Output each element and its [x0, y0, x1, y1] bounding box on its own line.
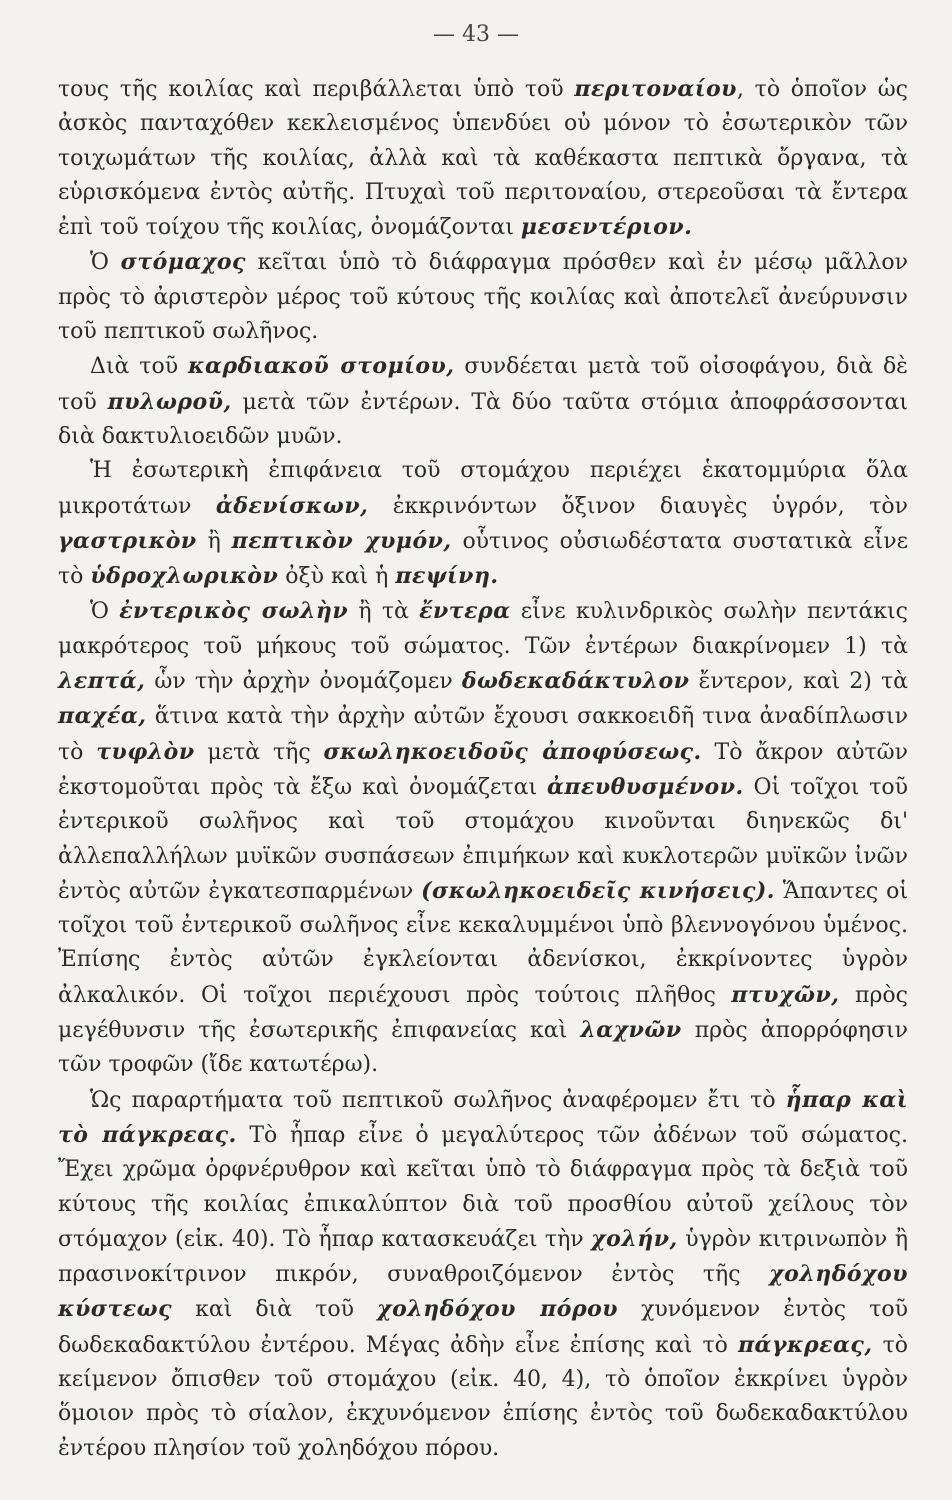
text-run: ὑγρὸν κιτρινωπὸν ἢ πρασινοκίτρινον πικρόν, συναθροιζόμενον ἐντὸς τῆς — [58, 1226, 908, 1288]
emphasized-term: στόμαχος — [120, 249, 246, 276]
emphasized-term: ἀπευθυσμένον. — [546, 773, 744, 800]
emphasized-term: χολήν, — [591, 1225, 678, 1252]
emphasized-term: σκωληκοειδοῦς ἀποφύσεως. — [323, 738, 702, 765]
emphasized-term: παχέα, — [58, 703, 147, 730]
text-run: Ὁ — [90, 599, 120, 625]
emphasized-term: πεπτικὸν χυμόν, — [231, 527, 452, 554]
text-run: Οἱ τοῖχοι τοῦ ἐντερικοῦ σωλῆνος καὶ τοῦ στομάχου κινοῦνται διηνεκῶς δι' ἀλλεπαλλήλων μυϊκῶν συσπάσεων ἐπιμήκων καὶ κυκλοτερῶν μυϊκῶν ἰνῶν ἐντὸς αὐτῶν ἐγκατεσπαρμένων — [58, 774, 908, 904]
emphasized-term: ἧπαρ καὶ τὸ πάγκρεας. — [58, 1086, 908, 1148]
text-run: κεῖται ὑπὸ τὸ διάφραγμα πρόσθεν καὶ ἐν μέσῳ μᾶλλον πρὸς τὸ ἀριστερὸν μέρος τοῦ κύτους τῆς κοιλίας καὶ ἀποτελεῖ ἀνεύρυνσιν τοῦ πεπτικοῦ σωλῆνος. — [58, 250, 908, 345]
emphasized-term: ἀδενίσκων, — [215, 492, 369, 519]
text-run: πρὸς ἀπορρόφησιν τῶν τροφῶν (ἴδε κατωτέρω). — [58, 1018, 908, 1078]
paragraph — [58, 245, 908, 349]
text-run: ἔντερον, καὶ 2) τὰ — [689, 669, 909, 695]
text-run: εἶνε κυλινδρικὸς σωλὴν πεντάκις μακρότερος τοῦ μήκους τοῦ σώματος. Τῶν ἐντέρων διακρίνομεν 1) τὰ — [58, 599, 908, 659]
text-run: καὶ διὰ τοῦ — [172, 1297, 378, 1323]
emphasized-term: περιτοναίου — [574, 76, 737, 102]
emphasized-term: ἐντερικὸς σωλὴν — [119, 598, 349, 625]
emphasized-term: πυλωροῦ, — [107, 388, 232, 415]
emphasized-term: τυφλὸν — [96, 738, 195, 765]
text-run: τους τῆς κοιλίας καὶ περιβάλλεται ὑπὸ τοῦ — [58, 77, 575, 102]
text-run: Ὁ — [90, 250, 121, 276]
text-run: ὀξὺ καὶ ἡ — [278, 564, 396, 590]
text-run: ἐκκρινόντων ὄξινον διαυγὲς ὑγρόν, τὸν — [368, 493, 909, 519]
paragraph — [58, 454, 908, 594]
text-run: Διὰ τοῦ — [90, 354, 189, 380]
emphasized-term: χοληδόχου πόρου — [377, 1296, 619, 1323]
paragraph — [58, 72, 908, 245]
text-run: Ἡ ἐσωτερικὴ ἐπιφάνεια τοῦ στομάχου περιέχει ἑκατομμύρια ὅλα μικροτάτων — [58, 458, 908, 519]
text-run: συνδέεται μετὰ τοῦ οἰσοφάγου, διὰ δὲ τοῦ — [58, 354, 908, 415]
text-run: , τὸ ὁποῖον ὡς ἀσκὸς πανταχόθεν κεκλεισμένος ὑπενδύει οὐ μόνον τὸ ἐσωτερικὸν τῶν τοιχωμάτων τῆς κοιλίας, ἀλλὰ καὶ τὰ καθέκαστα πεπτικὰ ὄργανα, τὰ εὑρισκόμενα ἐντὸς αὐτῆς. Πτυχαὶ τοῦ περιτοναίου, στερεοῦσαι τὰ ἔντερα ἐπὶ τοῦ τοίχου τῆς κοιλίας, ὀνομάζονται — [58, 77, 908, 241]
emphasized-term: πτυχῶν, — [731, 981, 840, 1008]
paragraph — [58, 1083, 908, 1466]
emphasized-term: (σκωληκοειδεῖς κινήσεις). — [421, 877, 775, 904]
body-text — [58, 72, 908, 1466]
text-run: μετὰ τῆς — [194, 739, 324, 765]
emphasized-term: ἔντερα — [419, 598, 511, 625]
text-run: χυνόμενον ἐντὸς τοῦ δωδεκαδακτύλου ἐντέρου. Μέγας ἀδὴν εἶνε ἐπίσης καὶ τὸ — [58, 1297, 908, 1358]
emphasized-term: λαχνῶν — [580, 1017, 682, 1044]
paragraph — [58, 349, 908, 454]
text-run: Τὸ ἄκρον αὐτῶν ἐκστομοῦται πρὸς τὰ ἔξω καὶ ὀνομάζεται — [58, 739, 908, 800]
text-run: μετὰ τῶν ἐντέρων. Τὰ δύο ταῦτα στόμια ἀποφράσσονται διὰ δακτυλιοειδῶν μυῶν. — [58, 389, 908, 449]
page-number: — 43 — — [433, 22, 519, 47]
text-run: τὸ κείμενον ὄπισθεν τοῦ στομάχου (εἰκ. 40, 4), τὸ ὁποῖον ἐκκρίνει ὑγρὸν ὅμοιον πρὸς τὸ σίαλον, ἐκχυνόμενον ἐπίσης ἐντὸς τοῦ δωδεκαδακτύλου ἐντέρου πλησίον τοῦ χοληδόχου πόρου. — [58, 1332, 908, 1461]
emphasized-term: καρδιακοῦ στομίου, — [188, 353, 455, 380]
emphasized-term: πεψίνη. — [395, 563, 499, 590]
text-run: Ὡς παραρτήματα τοῦ πεπτικοῦ σωλῆνος ἀναφέρομεν ἔτι τὸ — [90, 1087, 786, 1113]
emphasized-term: χοληδόχου κύστεως — [58, 1261, 908, 1323]
text-run: πρὸς μεγέθυνσιν τῆς ἐσωτερικῆς ἐπιφανείας καὶ — [58, 982, 908, 1044]
text-run: ὧν τὴν ἀρχὴν ὀνομάζομεν — [145, 669, 462, 695]
text-run: ἢ τὰ — [348, 599, 420, 625]
emphasized-term: λεπτά, — [58, 668, 146, 695]
text-run: ἢ — [196, 528, 232, 554]
text-run: Ἅπαντες οἱ τοῖχοι τοῦ ἐντερικοῦ σωλῆνος εἶνε κεκαλυμμένοι ὑπὸ βλεννογόνου ὑμένος. Ἐπίσης ἐντὸς αὐτῶν ἐγκλείονται ἀδενίσκοι, ἐκκρίνοντες ὑγρὸν ἀλκαλικόν. Οἱ τοῖχοι περιέχουσι πρὸς τούτοις πλῆθος — [58, 878, 908, 1008]
paragraph — [58, 594, 908, 1082]
emphasized-term: δωδεκαδάκτυλον — [461, 668, 690, 695]
emphasized-term: ὑδροχλωρικὸν — [90, 563, 279, 590]
text-run: ἅτινα κατὰ τὴν ἀρχὴν αὐτῶν ἔχουσι σακκοειδῆ τινα ἀναδίπλωσιν τὸ — [58, 704, 908, 765]
emphasized-term: μεσεντέριον. — [520, 214, 693, 241]
emphasized-term: γαστρικὸν — [58, 527, 197, 554]
text-run: οὗτινος οὐσιωδέστατα συστατικὰ εἶνε τὸ — [58, 528, 908, 590]
emphasized-term: πάγκρεας, — [737, 1331, 873, 1358]
text-run: Τὸ ἧπαρ εἶνε ὁ μεγαλύτερος τῶν ἀδένων τοῦ σώματος. Ἔχει χρῶμα ὀρφνέρυθρον καὶ κεῖται ὑπὸ τὸ διάφραγμα πρὸς τὰ δεξιὰ τοῦ κύτους τῆς κοιλίας ἐπικαλύπτον διὰ τοῦ προσθίου αὐτοῦ χείλους τὸν στόμαχον (εἰκ. 40). Τὸ ἧπαρ κατασκευάζει τὴν — [58, 1122, 908, 1252]
